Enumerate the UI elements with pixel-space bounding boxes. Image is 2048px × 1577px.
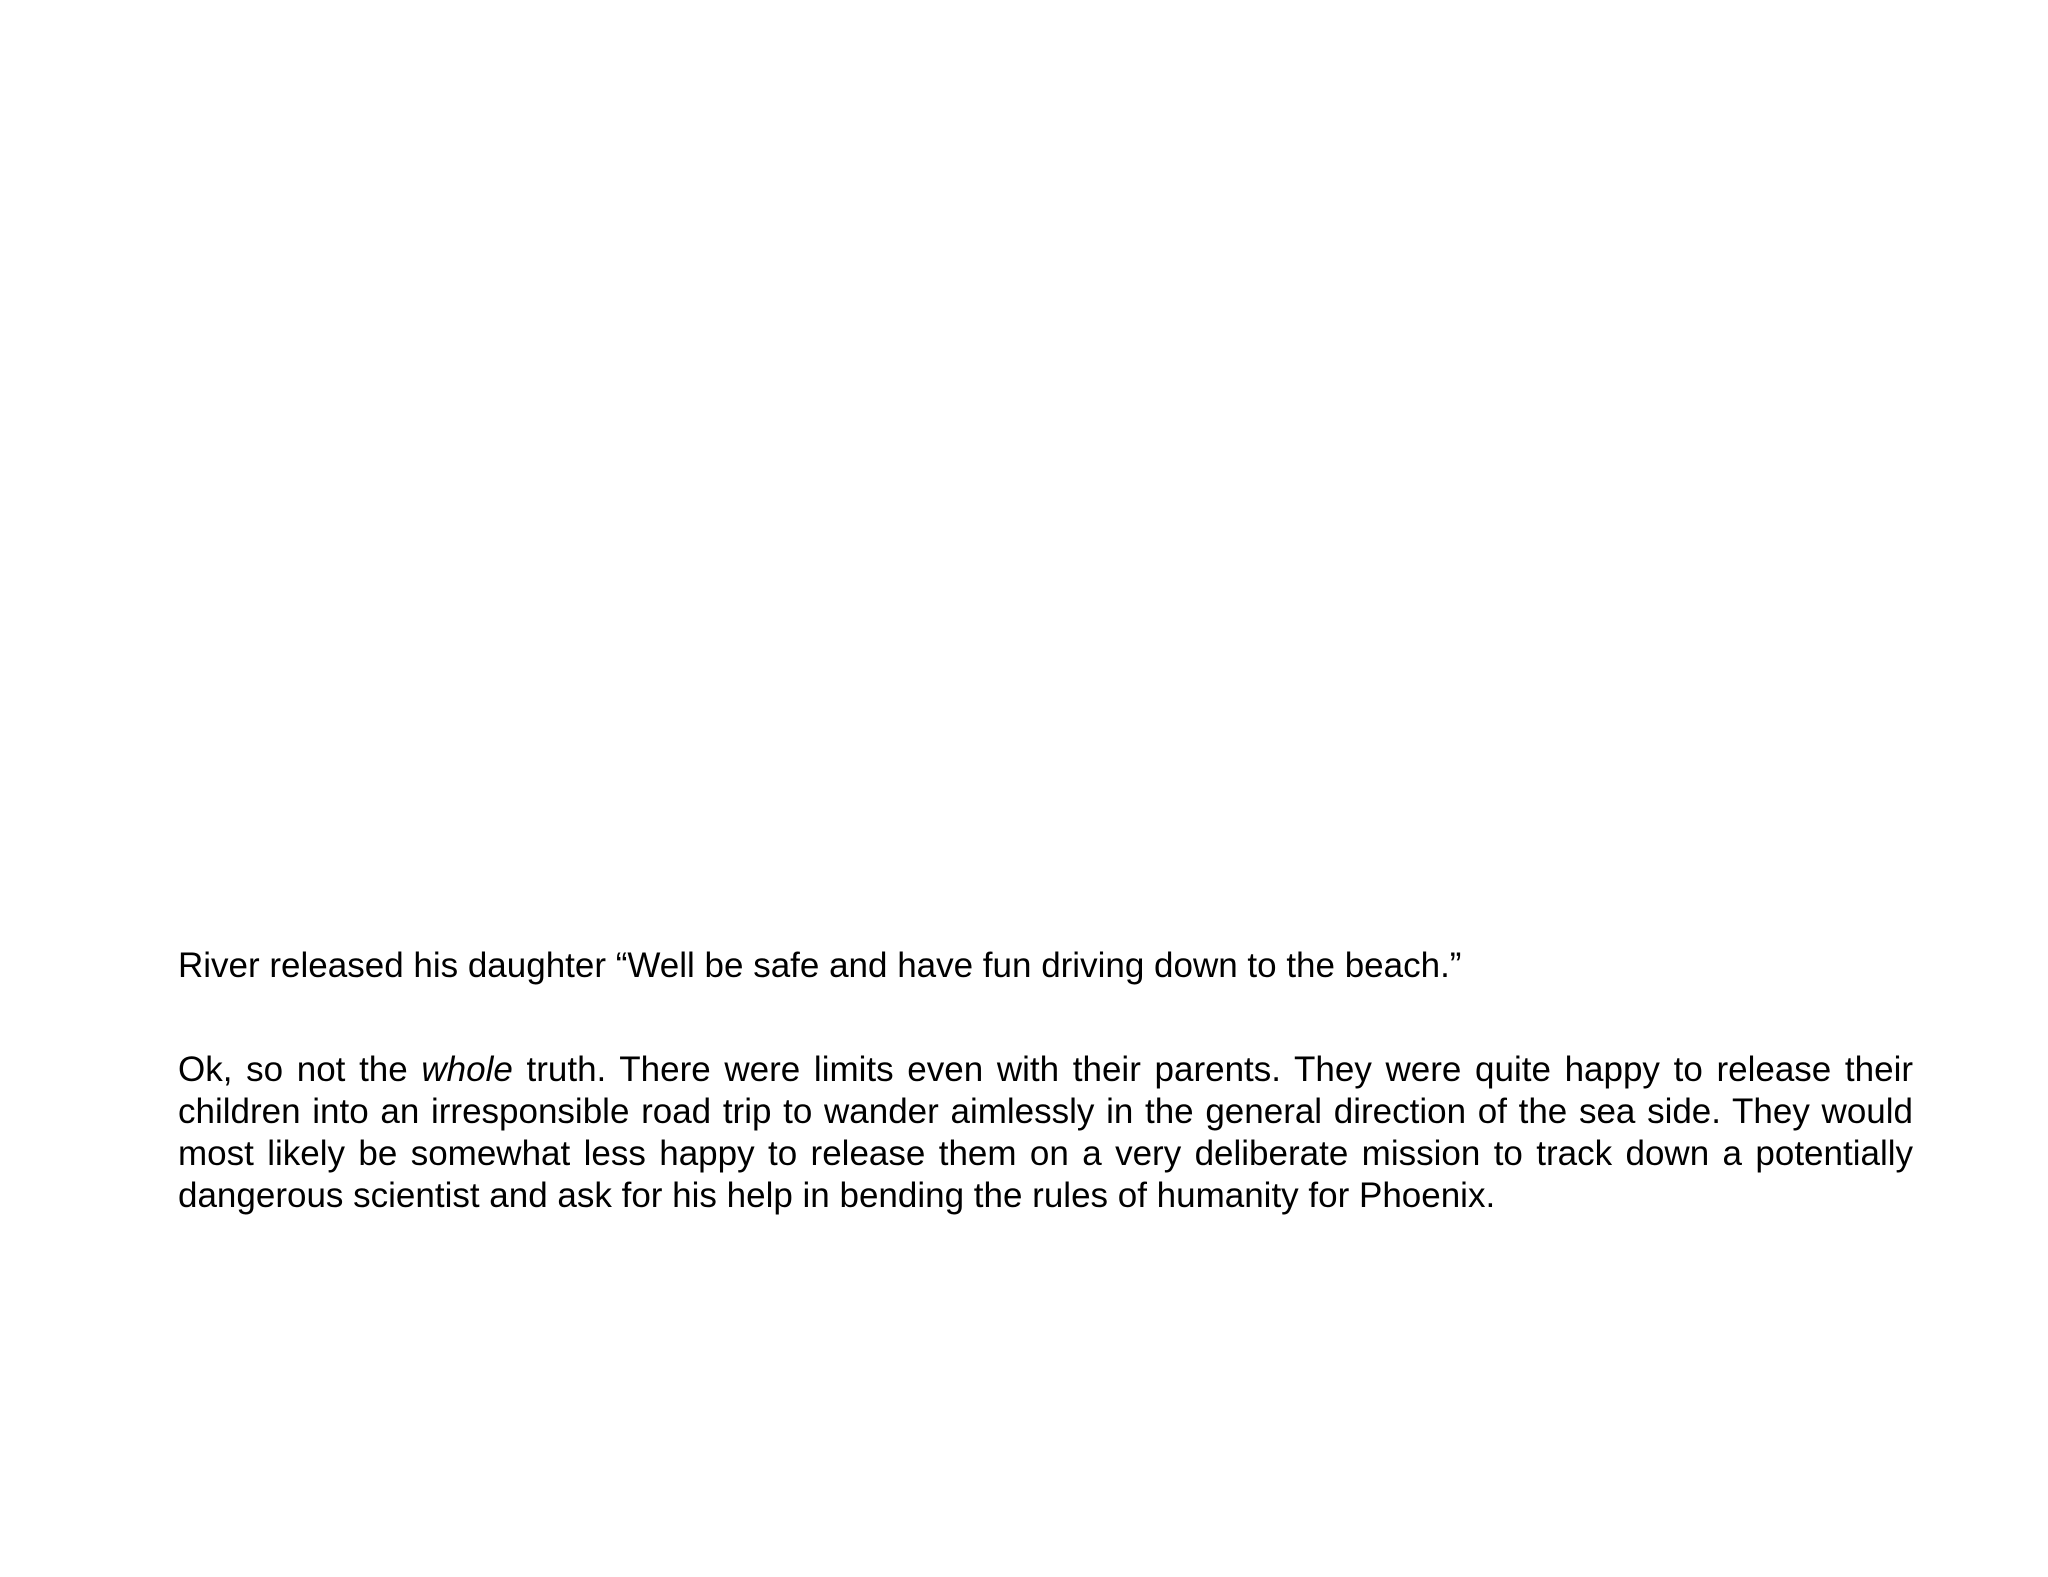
emphasized-word: whole <box>421 1050 513 1089</box>
paragraph-narration <box>178 1049 1913 1217</box>
paragraph-dialogue: River released his daughter “Well be safe and have fun driving down to the beach.” <box>178 946 1462 985</box>
body-text <box>178 945 1913 1217</box>
paragraph-narration-lead: Ok, so not the <box>178 1050 422 1089</box>
paragraph-narration-rest: truth. There were limits even with their parents. They were quite happy to release their children into an irresponsible road trip to wander aimlessly in the general direction of the sea side. They would most likely be somewhat less happy to release them on a very deliberate mission to track down a potentially dangerous scientist and ask for his help in bending the rules of humanity for Phoenix. <box>178 1050 1913 1215</box>
